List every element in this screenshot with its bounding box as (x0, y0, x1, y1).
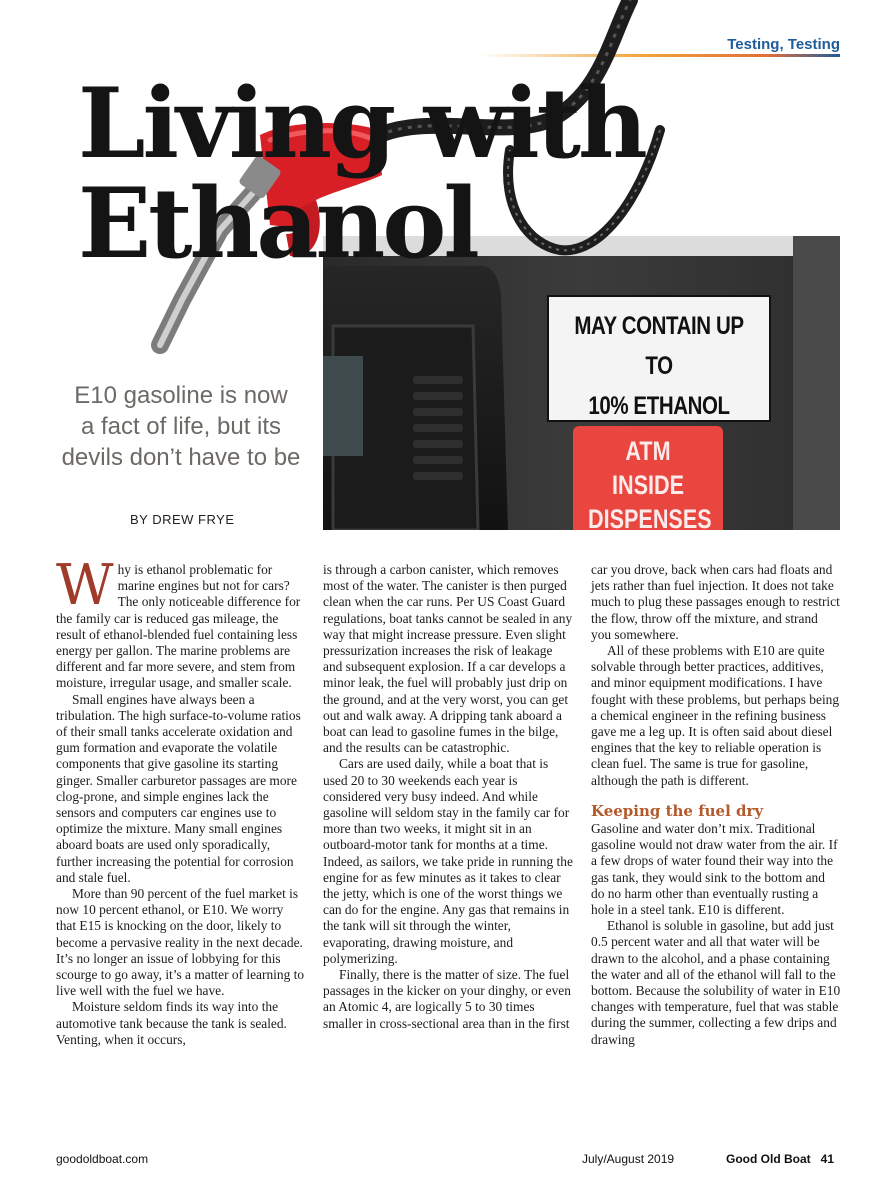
body-column-1 (56, 553, 306, 1048)
deck-line-2: a fact of life, but its (80, 413, 282, 440)
sign-line-1: MAY CONTAIN UP TO (574, 312, 744, 380)
atm-line-1: ATM (625, 436, 671, 466)
footer-website: goodoldboat.com (56, 1152, 149, 1166)
paragraph: Moisture seldom finds its way into the automotive tank because the tank is sealed. Venting, when it occurs, (56, 999, 287, 1047)
paragraph: Cars are used daily, while a boat that is used 20 to 30 weekends each year is considered very busy indeed. And while gasoline will seldom stay in the family car for more than two weeks, it might sit in an outboard-motor tank for months at a time. Indeed, as sailors, we take pride in running the engine for as few minutes as it takes to clear the jetty, which is one of the worst things we can do for the engine. Any gas that remains in the tank will sit through the winter, evaporating, drawing moisture, and polymerizing. (323, 756, 573, 966)
paragraph: Finally, there is the matter of size. The fuel passages in the kicker on your dinghy, or even an Atomic 4, are logically 5 to 30 times smaller in cross-sectional area than in the first (323, 967, 571, 1031)
paragraph: car you drove, back when cars had floats and jets rather than fuel injection. It does not take much to plug these passages enough to restrict the flow, throw off the mixture, and strand you somewhere. (591, 562, 840, 642)
deck-line-1: E10 gasoline is now (74, 382, 288, 409)
body-column-3 (591, 562, 841, 1048)
byline: BY DREW FRYE (130, 512, 235, 527)
atm-sign (588, 434, 712, 530)
subhead: Keeping the fuel dry (591, 801, 764, 820)
body-column-2 (323, 562, 573, 1032)
paragraph: Gasoline and water don’t mix. Traditional gasoline would not draw water from the air. If a few drops of water found their way into the gas tank, they would sink to the bottom and do no harm other than eventually rusting a hole in a steel tank. E10 is different. (591, 821, 838, 918)
atm-line-2: INSIDE (611, 470, 685, 500)
paragraph: All of these problems with E10 are quite solvable through better practices, additives, and minor equipment modifications. I have fought with these problems, but perhaps being a chemical engineer in the refining business gave me a leg up. It is often said about diesel engines that the key to reliable operation is clean fuel. The same is true for gasoline, although the path is different. (591, 643, 840, 788)
drop-cap: W (56, 553, 114, 618)
paragraph: is through a carbon canister, which removes most of the water. The canister is then purged clean when the car runs. Per US Coast Guard regulations, boat tanks cannot be sealed in any way that might increase pressure. Even slight pressurization increases the risk of leakage and subsequent explosion. If a car develops a minor leak, the fuel will probably just drip on the ground, and at the very worst, you can get out and walk away. A dripping tank aboard a boat can lead to gasoline fumes in the bilge, and the results can be catastrophic. (323, 562, 573, 756)
sign-line-2: 10% ETHANOL (588, 392, 730, 420)
paragraph: Ethanol is soluble in gasoline, but add just 0.5 percent water and all that water will be drawn to the alcohol, and a phase containing the water and all of the ethanol will fall to the bottom. Because the solubility of water in E10 changes with temperature, fuel that was stable during the summer, collecting a few drips and drawing (591, 918, 841, 1047)
article-deck (56, 380, 306, 473)
article-title: Living with Ethanol (78, 67, 645, 280)
atm-line-3: DISPENSES (588, 504, 712, 530)
deck-line-3: devils don’t have to be (61, 444, 301, 471)
paragraph: More than 90 percent of the fuel market is now 10 percent ethanol, or E10. We worry that E15 is knocking on the door, likely to become a pervasive reality in the next decade. It’s no longer an issue of lobbying for this scourge to go away, it’s a matter of learning to live well with the fuel we have. (56, 886, 305, 999)
footer-page: Good Old Boat 41 (726, 1152, 835, 1166)
paragraph: Why is ethanol problematic for marine engines but not for cars? The only noticeable difference for the family car is reduced gas mileage, the result of ethanol-blended fuel containing less energy per gallon. The marine problems are different and far more severe, and stem from moisture, irregular usage, and smaller scale. (56, 553, 301, 691)
section-label: Testing, Testing (727, 36, 840, 53)
paragraph: Small engines have always been a tribulation. The high surface-to-volume ratios of their small tanks accelerate oxidation and gum formation and evaporate the volatile components that give gasoline its starting ginger. Smaller carburetor passages are more clog-prone, and simple engines lack the sensors and computers car engines use to optimize the mixture. Many small engines aboard boats are used only sporadically, further increasing the potential for corrosion and stale fuel. (56, 691, 301, 885)
footer-issue: July/August 2019 (582, 1152, 675, 1166)
